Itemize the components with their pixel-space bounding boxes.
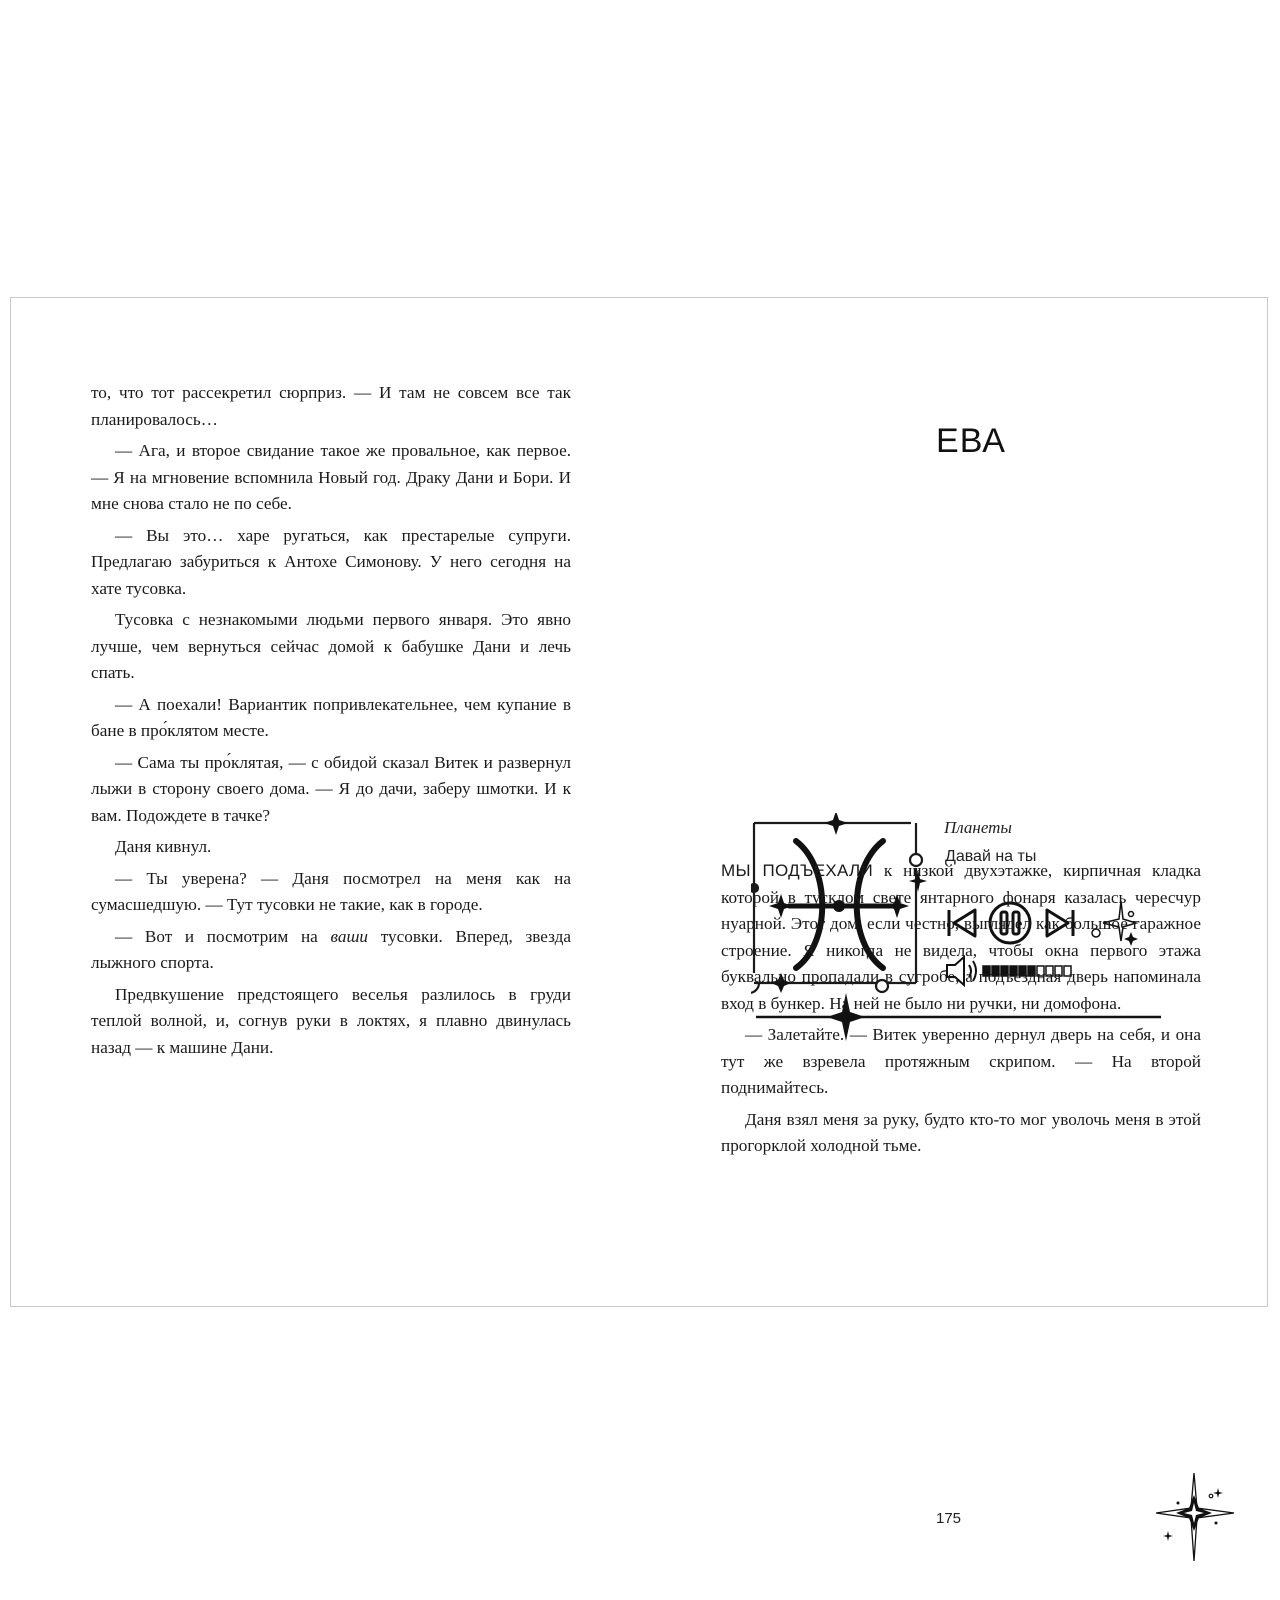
chapter-title: ЕВА — [936, 422, 1006, 460]
paragraph-text: к низкой двухэтажке, кирпичная кладка которой в тусклом свете янтарного фонаря казалась чересчур нуарной. Этот дом, если честно, выглядел как большое гаражное строение. Я никогда не видела, чтобы окна первого этажа буквально пропадали в сугробе, а подъездная дверь напоминала вход в бункер. На ней не было ни ручки, ни домофона. — [721, 861, 1201, 1013]
paragraph-text: — Вот и посмотрим на — [115, 926, 331, 946]
paragraph: — А поехали! Вариантик попривлекательнее, чем купание в бане в про́клятом месте. — [91, 694, 571, 740]
compass-star-icon — [1156, 1473, 1236, 1563]
lead-caps: МЫ ПОДЪЕХАЛИ — [721, 861, 873, 880]
book-spread — [10, 297, 1268, 1527]
paragraph: то, что тот рассекретил сюрприз. — И там не совсем все так планировалось… — [91, 383, 571, 429]
paragraph: — Ага, и второе свидание такое же провальное, как первое. — Я на мгновение вспомнила Новый год. Драку Дани и Бори. И мне снова стало не по себе. — [91, 441, 571, 513]
paragraph: — Залетайте. — Витек уверенно дернул дверь на себя, и она тут же взревела протяжным скрипом. — На второй поднимайтесь. — [721, 1025, 1201, 1097]
artist-name: Планеты — [944, 818, 1012, 837]
song-title: Давай на ты — [945, 848, 1037, 865]
paragraph — [91, 924, 571, 977]
right-page-text — [721, 858, 1201, 1165]
left-page-text — [91, 380, 571, 1066]
paragraph: Тусовка с незнакомыми людьми первого января. Это явно лучше, чем вернуться сейчас домой к бабушке Дани и лечь спать. — [91, 610, 571, 682]
emphasis-text: ваши — [330, 926, 369, 946]
paragraph: — Ты уверена? — Даня посмотрел на меня как на сумасшедшую. — Тут тусовки не такие, как в городе. — [91, 868, 571, 914]
paragraph: — Вы это… харе ругаться, как престарелые супруги. Предлагаю забуриться к Антохе Симонову. У него сегодня на хате тусовка. — [91, 525, 571, 598]
paragraph: Предвкушение предстоящего веселья разлилось в груди теплой волной, и, согнув руки в локтях, я плавно двинулась назад — к машине Дани. — [91, 984, 571, 1057]
paragraph: Даня взял меня за руку, будто кто-то мог уволочь меня в этой прогорклой холодной тьме. — [721, 1109, 1201, 1155]
paragraph: Даня кивнул. — [115, 837, 212, 856]
paragraph — [721, 858, 1201, 1017]
paragraph: — Сама ты про́клятая, — с обидой сказал Витек и развернул лыжи в сторону своего дома. — Я до дачи, заберу шмотки. И к вам. Подождете в тачке? — [91, 752, 571, 825]
page-number: 175 — [936, 1510, 962, 1527]
paragraph-text: тусовки. Вперед, звезда лыжного спорта. — [91, 926, 571, 972]
